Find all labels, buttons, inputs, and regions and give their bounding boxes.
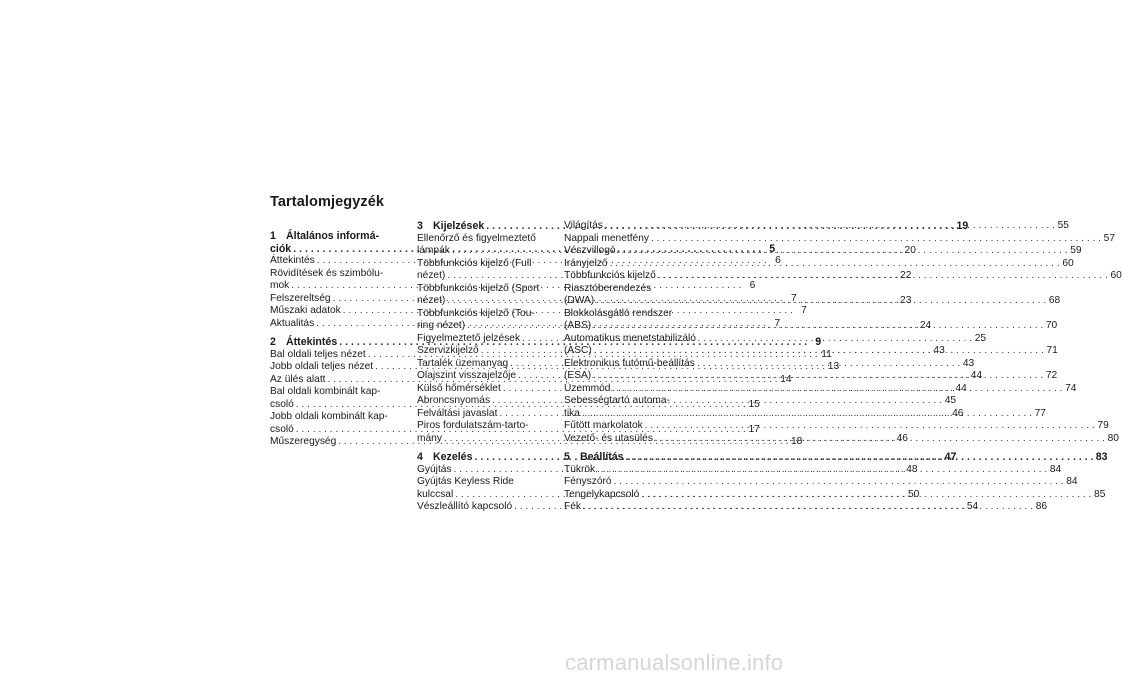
toc-entry-label: ciók xyxy=(270,242,292,255)
toc-page-number: 17 xyxy=(748,423,760,435)
toc-page-number: 77 xyxy=(1034,407,1046,419)
toc-leader-dots xyxy=(658,270,1108,283)
toc-page-number: 14 xyxy=(780,373,792,385)
toc-entry-label: Üzemmód xyxy=(564,382,611,394)
toc-entry-label: Többfunkciós kijelző (Tou- xyxy=(417,307,535,319)
toc-entry-label: csoló xyxy=(270,423,294,435)
toc-page-number: 7 xyxy=(801,305,807,316)
toc-page-number: 6 xyxy=(775,255,781,266)
toc-entry-label: Vészvillogó xyxy=(564,245,616,256)
toc-entry[interactable] xyxy=(564,257,1074,271)
toc-page-number: 71 xyxy=(1046,345,1058,356)
toc-leader-dots xyxy=(610,258,1060,271)
toc-entry-label: Fényszóró xyxy=(564,476,612,487)
toc-page-number: 70 xyxy=(1045,320,1058,331)
toc-entry-label: Az ülés alatt xyxy=(270,373,326,385)
toc-entry-label: Blokkolásgátló rendszer xyxy=(564,307,673,319)
toc-page-number: 18 xyxy=(790,436,803,447)
toc-leader-dots xyxy=(583,501,1033,514)
toc-leader-dots xyxy=(614,476,1064,489)
toc-page-number: 47 xyxy=(944,451,957,463)
toc-entry-label: Tengelykapcsoló xyxy=(564,488,640,500)
toc-entry-label: Aktualitás xyxy=(270,317,315,329)
toc-entry-label: lámpák xyxy=(417,245,450,256)
toc-page-number: 46 xyxy=(896,432,908,444)
toc-page-number: 20 xyxy=(904,245,916,256)
chapter-number: 3 xyxy=(417,220,423,232)
toc-page-number: 9 xyxy=(815,336,822,348)
toc-page-number: 25 xyxy=(974,332,987,344)
toc-entry-label: Rövidítések és szimbólu- xyxy=(270,267,384,279)
toc-page-number: 6 xyxy=(749,280,756,291)
toc-entry-label: Gyújtás Keyless Ride xyxy=(417,476,514,487)
toc-entry[interactable] xyxy=(564,232,1115,246)
toc-entry-label: (ASC) xyxy=(564,345,592,356)
chapter-number: 4 xyxy=(417,451,423,463)
toc-leader-dots xyxy=(596,292,1046,308)
toc-page-number: 84 xyxy=(1049,463,1062,475)
toc-entry-label: Szervizkijelző xyxy=(417,345,479,356)
toc-leader-dots xyxy=(582,408,1032,421)
toc-entry-label: Általános informá- xyxy=(286,230,380,242)
toc-page-number: 50 xyxy=(907,488,920,500)
toc-entry-label: csoló xyxy=(270,398,294,410)
toc-entry-label: Vészleállító kapcsoló xyxy=(417,501,513,512)
toc-page-number: 79 xyxy=(1097,420,1109,431)
toc-page-number: 83 xyxy=(1095,451,1108,463)
toc-page-number: 44 xyxy=(955,382,967,394)
toc-page-number: 86 xyxy=(1035,501,1048,512)
toc-leader-dots xyxy=(655,433,1105,446)
toc-page-number: 5 xyxy=(769,242,776,255)
toc-leader-dots xyxy=(605,220,1055,233)
toc-leader-dots xyxy=(594,345,1044,358)
toc-entry-label: (DWA) xyxy=(564,295,595,306)
toc-page-number: 15 xyxy=(748,398,760,410)
toc-entry-label: Áttekintés xyxy=(286,336,338,348)
toc-leader-dots xyxy=(597,464,1047,477)
toc-entry-label: Felváltási javaslat xyxy=(417,407,498,419)
toc-entry-label: mok xyxy=(270,280,290,291)
toc-leader-dots xyxy=(593,317,1043,333)
toc-entry-label: Áttekintés xyxy=(270,255,315,266)
toc-entry-label: Bal oldali kombinált kap- xyxy=(270,386,381,397)
toc-entry-label: Irányjelző xyxy=(564,257,608,269)
toc-page-number: 24 xyxy=(919,320,932,331)
toc-entry-label: Jobb oldali kombinált kap- xyxy=(270,411,388,422)
toc-entry-label: mány xyxy=(417,432,442,444)
toc-leader-dots xyxy=(593,370,1043,383)
toc-entry-label: Bal oldali teljes nézet xyxy=(270,348,366,360)
toc-page-number: 43 xyxy=(933,345,945,356)
chapter-number: 5 xyxy=(564,451,570,463)
chapter-number: 1 xyxy=(270,230,276,242)
toc-entry-label: Fűtött markolatok xyxy=(564,420,643,431)
toc-entry-label: Többfunkciós kijelző (Full xyxy=(417,257,532,269)
page-title: Tartalomjegyzék xyxy=(270,194,385,210)
toc-entry-label: tika xyxy=(564,407,580,419)
watermark: carmanualsonline.info xyxy=(565,650,784,675)
toc-entry-label: Nappali menetfény xyxy=(564,232,649,244)
toc-entry[interactable] xyxy=(564,476,1078,489)
toc-entry-label: Világítás xyxy=(564,220,603,231)
toc-page-number: 59 xyxy=(1070,245,1082,256)
toc-leader-dots xyxy=(618,242,1068,258)
toc-entry-label: Ellenőrző és figyelmeztető xyxy=(417,232,536,244)
toc-page-number: 84 xyxy=(1066,476,1078,487)
toc-leader-dots xyxy=(612,383,1062,396)
toc-page-number: 23 xyxy=(900,295,912,306)
toc-page-number: 60 xyxy=(1062,257,1074,269)
toc-entry-label: Fék xyxy=(564,501,581,512)
toc-entry-label: Automatikus menetstabilizáló xyxy=(564,332,696,344)
toc-entry-label: (ESA) xyxy=(564,370,592,381)
toc-entry-label: Beállítás xyxy=(580,451,624,463)
toc-entry-label: Elektronikus futómű-beállítás xyxy=(564,357,695,369)
toc-page-number: 60 xyxy=(1110,270,1122,281)
toc-page-number: 68 xyxy=(1048,295,1061,306)
toc-page-number: 74 xyxy=(1065,382,1077,394)
toc-page-number: 57 xyxy=(1103,232,1115,244)
toc-entry-label: Jobb oldali teljes nézet xyxy=(270,361,374,372)
toc-entry-label: Többfunkciós kijelző xyxy=(564,270,656,281)
toc-entry-label: nézet) xyxy=(417,270,446,281)
toc-entry-label: kulccsal xyxy=(417,488,454,500)
toc-page-number: 43 xyxy=(962,357,975,369)
toc-page-number: 44 xyxy=(970,370,983,381)
toc-entry-label: Gyújtás xyxy=(417,463,452,475)
toc-page-number: 85 xyxy=(1094,488,1106,500)
toc-page-number: 19 xyxy=(956,220,969,232)
toc-page-number: 55 xyxy=(1057,220,1069,231)
toc-entry-label: Műszaki adatok xyxy=(270,305,341,316)
toc-leader-dots xyxy=(645,420,1095,433)
toc-entry-label: Kezelés xyxy=(433,451,473,463)
toc-entry-label: nézet) xyxy=(417,295,446,306)
toc-page-number: 7 xyxy=(774,317,781,329)
toc-entry-label: Felszereltség xyxy=(270,292,331,304)
toc-entry-label: Sebességtartó automa- xyxy=(564,395,670,406)
chapter-number: 2 xyxy=(270,336,276,348)
toc-page-number: 54 xyxy=(966,501,979,512)
toc-page-number: 11 xyxy=(821,348,832,360)
toc-leader-dots xyxy=(626,451,1094,464)
toc-entry-label: Piros fordulatszám-tarto- xyxy=(417,420,529,431)
toc-entry-label: ring nézet) xyxy=(417,320,466,331)
toc-entry-label: Olajszint visszajelzője xyxy=(417,370,517,381)
toc-entry-label: (ABS) xyxy=(564,320,592,331)
toc-page-number: 80 xyxy=(1107,432,1119,444)
toc-entry-label: Tartalék üzemanyag xyxy=(417,357,509,369)
toc-page-number: 72 xyxy=(1045,370,1058,381)
toc-entry-label: Kijelzések xyxy=(433,220,485,232)
toc-page-number: 46 xyxy=(952,407,964,419)
toc-page-number: 22 xyxy=(900,270,912,281)
toc-page-number: 45 xyxy=(944,395,957,406)
toc-leader-dots xyxy=(641,489,1091,502)
toc-entry-label: Többfunkciós kijelző (Sport xyxy=(417,282,540,294)
toc-entry-label: Vezető- és utasülés xyxy=(564,432,653,444)
toc-entry-label: Abroncsnyomás xyxy=(417,395,491,406)
toc-entry-label: Riasztóberendezés xyxy=(564,282,652,294)
toc-entry-label: Külső hőmérséklet xyxy=(417,382,501,394)
toc-entry-label: Figyelmeztető jelzések xyxy=(417,332,521,344)
toc-entry-label: Műszeregység xyxy=(270,436,337,447)
toc-entry-label: Tükrök xyxy=(564,463,596,475)
toc-leader-dots xyxy=(492,395,942,408)
toc-leader-dots xyxy=(651,233,1101,246)
toc-page-number: 13 xyxy=(827,361,840,372)
toc-page-number: 48 xyxy=(906,463,918,475)
toc-page-number: 7 xyxy=(790,292,797,304)
